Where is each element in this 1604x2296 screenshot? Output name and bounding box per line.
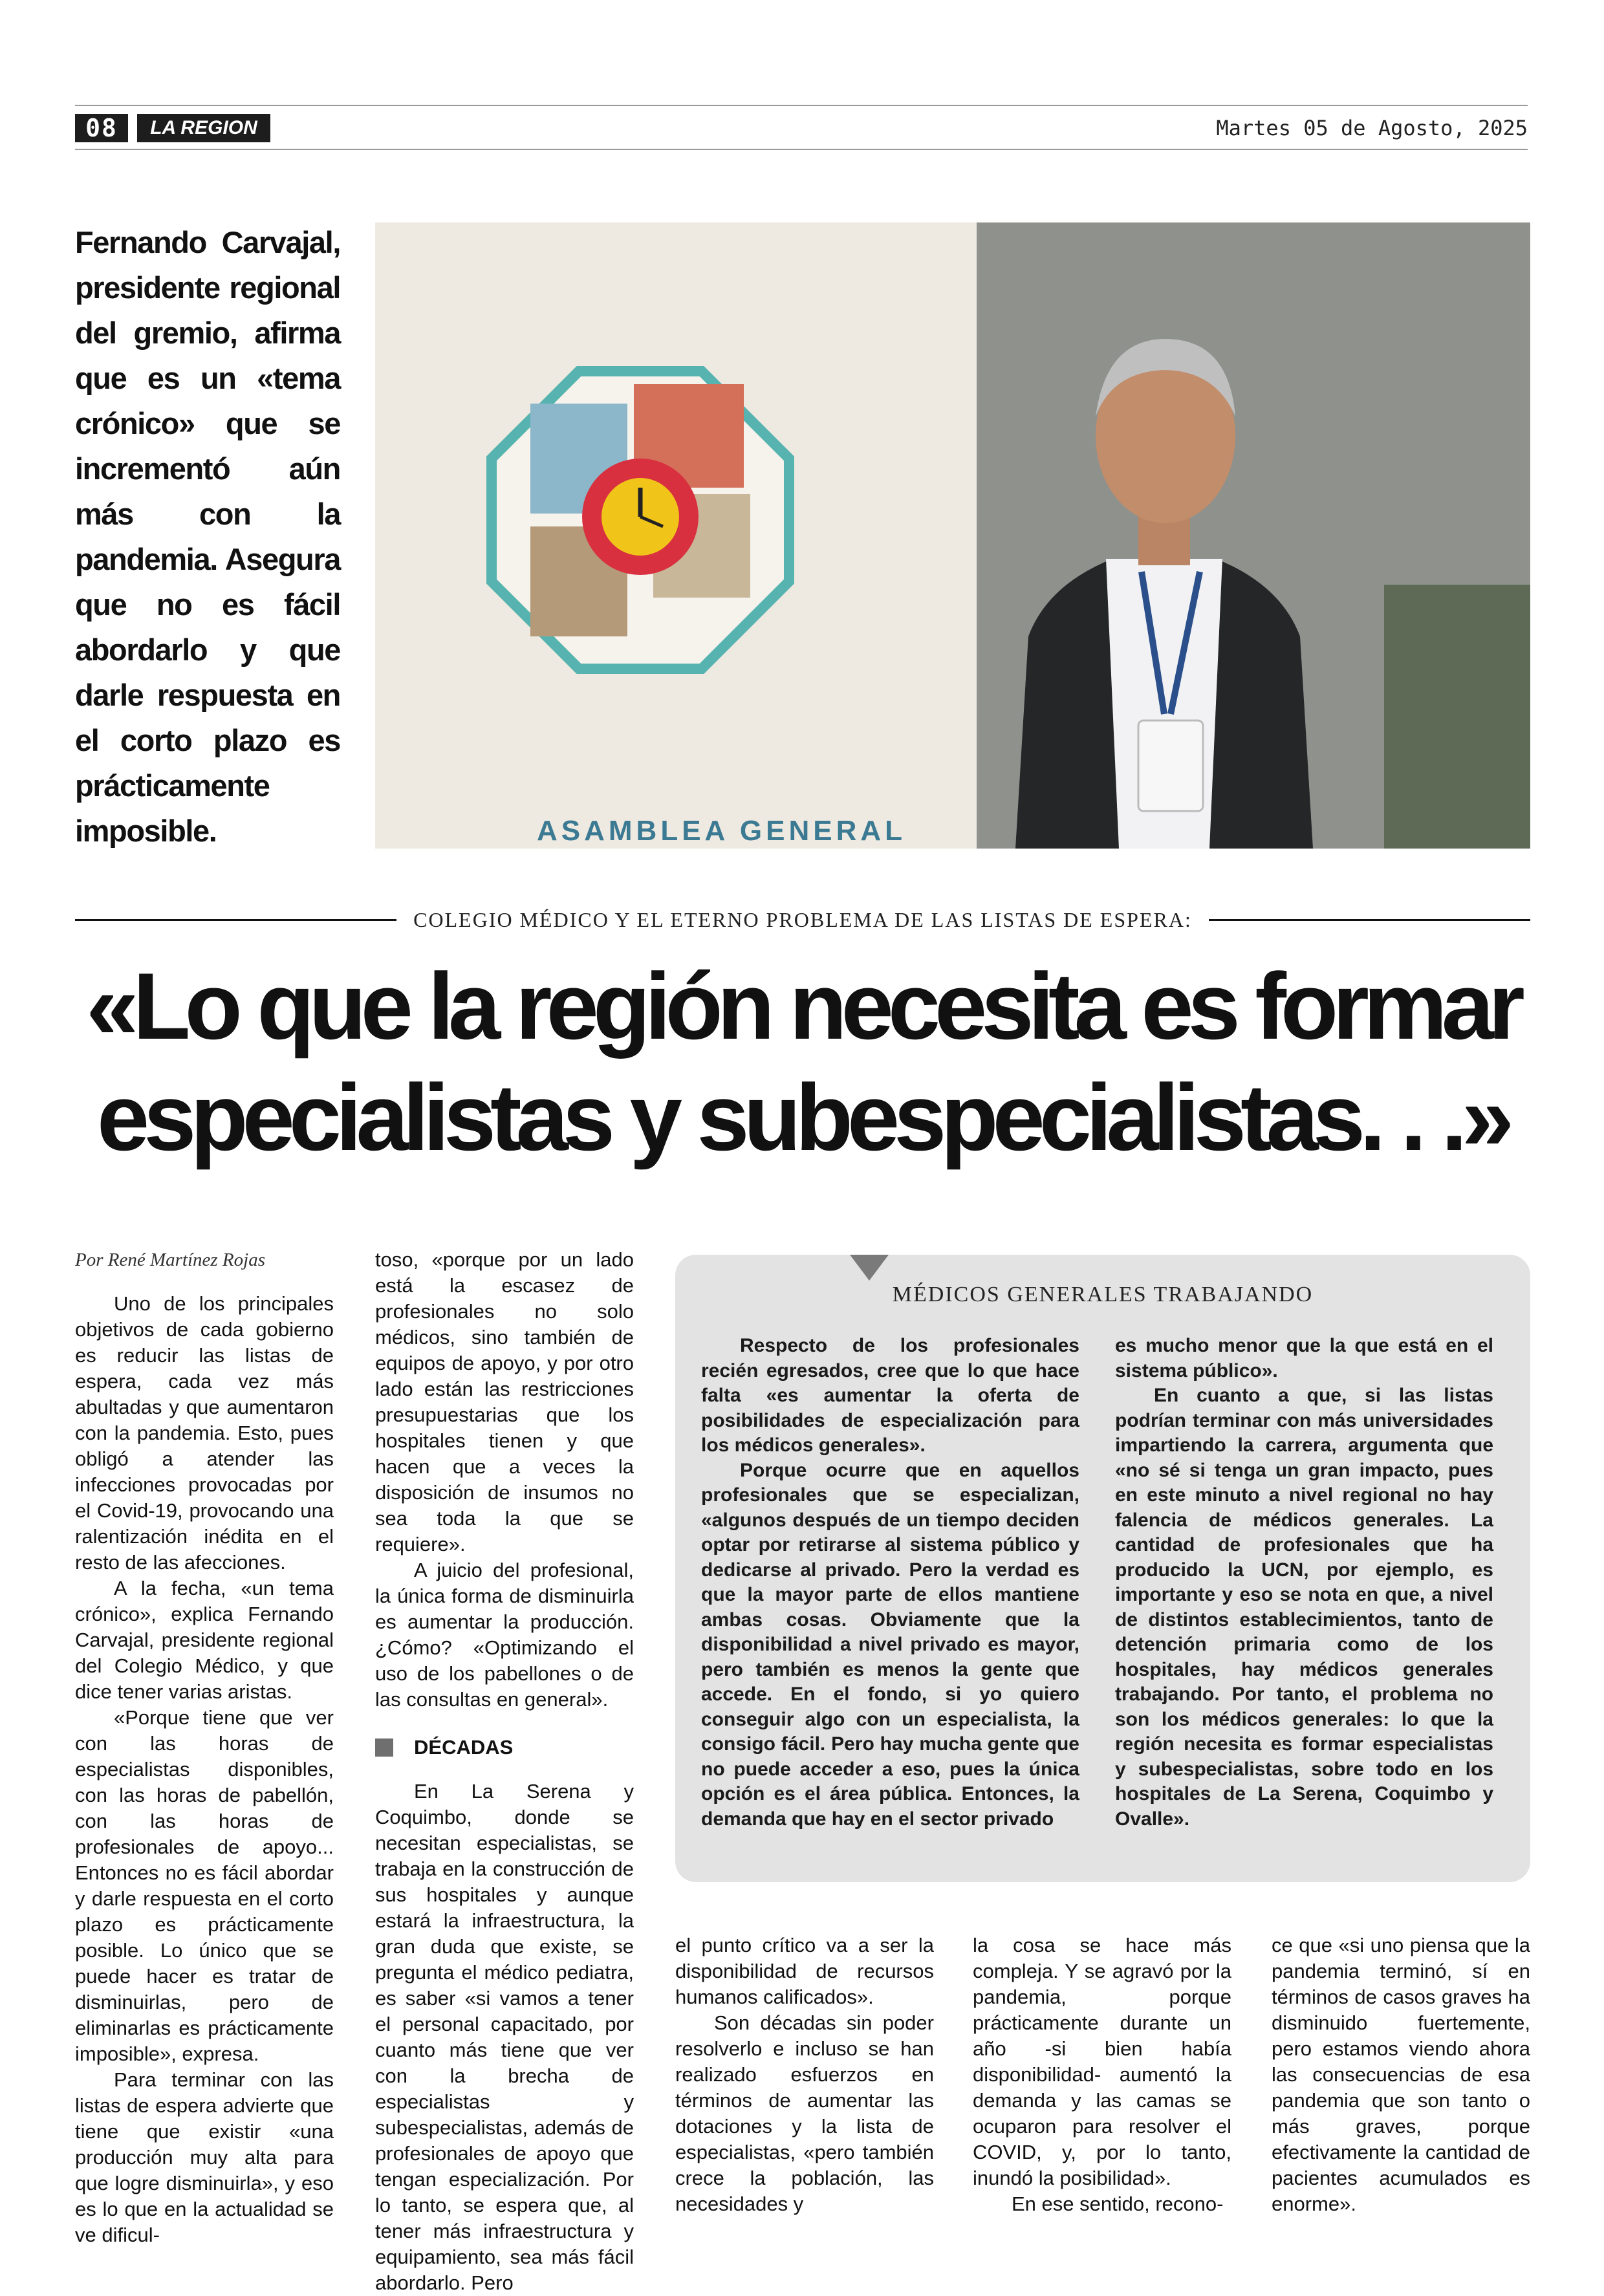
- kicker-row: [75, 905, 1530, 934]
- paragraph: En cuanto a que, si las listas podrían terminar con más universidades impartiendo la carrera, argumenta que «no sé si tenga un gran impacto, pues en este minuto a nivel regional no hay falencia de médicos generales. La cantidad de profesionales que ha producido la UCN, por ejemplo, es importante y eso se nota en que, a nivel de distintos establecimientos, tanto de detención primaria como de los hospitales, hay médicos generales trabajando. Por tanto, el problema no son los médicos generales: lo que la región necesita es formar especialistas y subespecialistas, sobre todo en los hospitales de La Serena, Coquimbo y Ovalle».: [1115, 1385, 1493, 1830]
- paragraph: Porque ocurre que en aquellos profesionales que se especializan, «algunos después de un tiempo deciden optar por retirarse al sistema público y dedicarse al privado. Pero la verdad es que la mayor parte de ellos mantiene ambas cosas. Obviamente que la disponibilidad a nivel privado es mayor, pero también es menos la gente que accede. En el fondo, si yo quiero conseguir algo con un especialista, la consigo fácil. Pero hay mucha gente que no puede acceder a eso, pues la única opción es el área pública. Entonces, la demanda que hay en el sector privado: [701, 1459, 1079, 1830]
- article-column-1: [75, 1247, 334, 2248]
- paragraph: Uno de los principales objetivos de cada gobierno es reducir las listas de espera, cada vez más abultadas y que aumentaron con la pandemia. Esto, pues obligó a atender las infecciones provocadas por el Covid-19, provocando una ralentización inédita en el resto de las afecciones.: [75, 1292, 334, 1574]
- paragraph: A la fecha, «un tema crónico», explica Fernando Carvajal, presidente regional del Colegio Médico, y que dice tener varias aristas.: [75, 1577, 334, 1703]
- paragraph: el punto crítico va a ser la disponibilidad de recursos humanos calificados».: [675, 1934, 934, 2008]
- headline: «Lo que la región necesita es formar especialistas y subespecialistas. . .»: [86, 953, 1519, 1170]
- header-rule-bottom: [75, 149, 1528, 150]
- article-column-4: [973, 1933, 1231, 2217]
- banner-text: ASAMBLEA GENERAL: [537, 815, 907, 847]
- issue-date: Martes 05 de Agosto, 2025: [1216, 116, 1528, 140]
- article-photo: [375, 222, 1530, 849]
- masthead-logo: LA REGION: [137, 114, 270, 142]
- sidebar-box: [675, 1255, 1530, 1882]
- photo-illustration: [375, 222, 1530, 849]
- paragraph: la cosa se hace más compleja. Y se agravó por la pandemia, porque prácticamente durante un año -si bien había disponibilidad- aumentó la demanda y las camas se ocuparon para resolver el COVID, y, por lo tanto, inundó la posibilidad».: [973, 1934, 1231, 2189]
- plant-shadow: [1384, 585, 1530, 849]
- kicker-rule-right: [1209, 919, 1530, 921]
- paragraph: es mucho menor que la que está en el sistema público».: [1115, 1335, 1493, 1381]
- paragraph: A juicio del profesional, la única forma de disminuirla es aumentar la producción. ¿Cómo? «Optimizando el uso de los pabellones o de las consultas en general».: [375, 1559, 634, 1711]
- kicker-rule-left: [75, 919, 396, 921]
- subhead-square-icon: [375, 1738, 393, 1757]
- article-column-5: [1272, 1933, 1530, 2217]
- paragraph: Para terminar con las listas de espera advierte que tiene que existir «una producción muy alta para que logre disminuirla», y eso es lo que en la actualidad se ve dificul-: [75, 2068, 334, 2246]
- header-rule-top: [75, 105, 1528, 106]
- article-column-3: [675, 1933, 934, 2217]
- sidebar-column-1: [701, 1334, 1079, 1832]
- page-number: 08: [75, 114, 128, 142]
- paragraph: ce que «si uno piensa que la pandemia terminó, sí en términos de casos graves ha disminuido fuertemente, pero estamos viendo ahora las consecuencias de esa pandemia que son tanto o más graves, porque efectivamente la cantidad de pacientes acumulados es enorme».: [1272, 1934, 1530, 2215]
- name-badge: [1138, 720, 1203, 811]
- paragraph: En ese sentido, recono-: [1012, 2193, 1224, 2215]
- paragraph: toso, «porque por un lado está la escasez de profesionales no solo médicos, sino también de equipos de apoyo, y por otro lado están las restricciones presupuestarias que los hospitales tienen y que hacen que a veces la disposición de insumos no sea toda la que se requiere».: [375, 1248, 634, 1555]
- article-column-2: [375, 1247, 634, 2296]
- kicker: COLEGIO MÉDICO Y EL ETERNO PROBLEMA DE LAS LISTAS DE ESPERA:: [413, 908, 1192, 931]
- paragraph: Respecto de los profesionales recién egresados, cree que lo que hace falta «es aumentar la oferta de posibilidades de especialización para los médicos generales».: [701, 1335, 1079, 1456]
- sidebar-column-2: [1115, 1334, 1493, 1832]
- sidebar-title: MÉDICOS GENERALES TRABAJANDO: [892, 1283, 1314, 1306]
- sidebar-arrow-icon: [850, 1255, 889, 1281]
- paragraph: «Porque tiene que ver con las horas de especialistas disponibles, con las horas de pabellón, con las horas de profesionales de apoyo... Entonces no es fácil abordar y darle respuesta en el corto plazo es prácticamente posible. Lo único que se puede hacer es tratar de disminuirlas, pero de eliminarlas es prácticamente imposible», expresa.: [75, 1706, 334, 2065]
- paragraph: En La Serena y Coquimbo, donde se necesitan especialistas, se trabaja en la construcción de sus hospitales y aunque estará la infraestructura, la gran duda que existe, se pregunta el médico pediatra, es saber «si vamos a tener el personal capacitado, por cuanto más tiene que ver con la brecha de especialistas y subespecialistas, además de profesionales de apoyo que tengan especialización. Por lo tanto, se espera que, al tener más infraestructura y equipamiento, sea más fácil abordarlo. Pero: [375, 1780, 634, 2294]
- paragraph: Son décadas sin poder resolverlo e incluso se han realizado esfuerzos en términos de aumentar las dotaciones y la lista de especialistas, «pero también crece la población, las necesidades y: [675, 2011, 934, 2215]
- byline: Por René Martínez Rojas: [75, 1250, 265, 1270]
- lead-quote: Fernando Carvajal, presidente regional del gremio, afirma que es un «tema crónico» que se incrementó aún más con la pandemia. Asegura que no es fácil abordarlo y que darle respuesta en el corto plazo es prácticamente imposible.: [75, 225, 340, 848]
- section-subhead: [375, 1735, 634, 1760]
- subhead-text: DÉCADAS: [414, 1736, 514, 1759]
